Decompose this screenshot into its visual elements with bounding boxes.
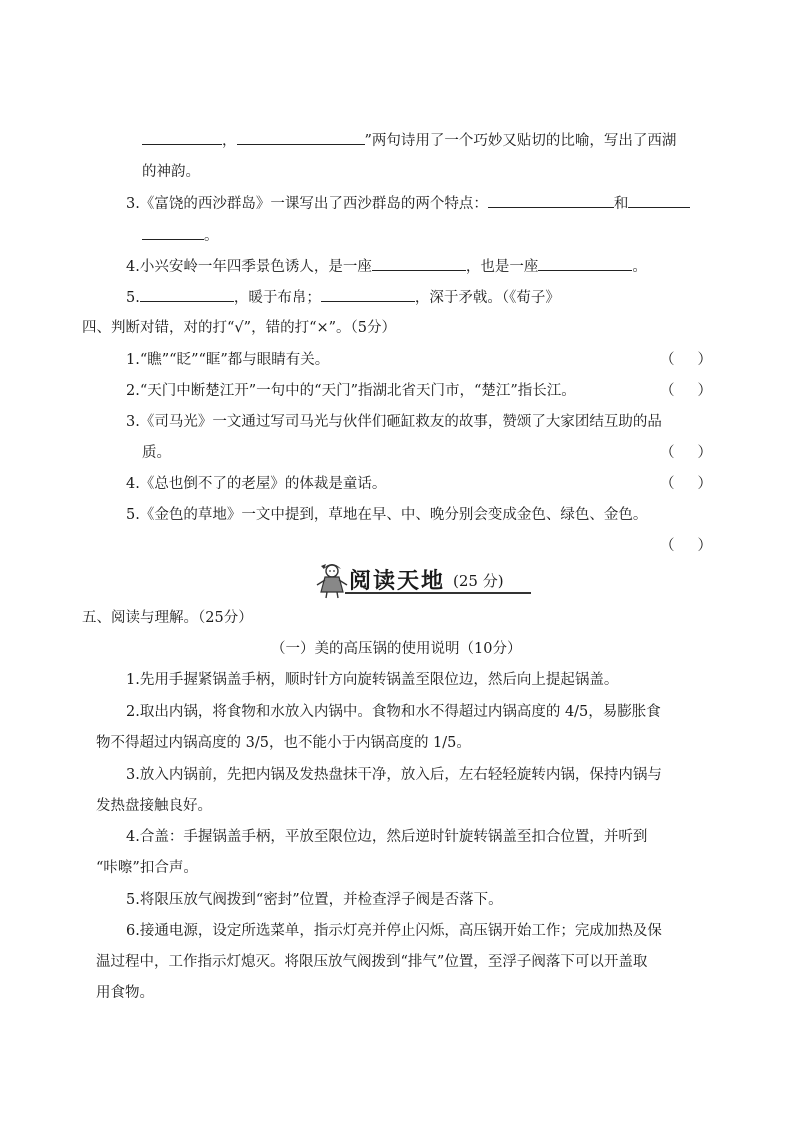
banner-title: 阅读天地	[349, 569, 446, 594]
q2-line1	[142, 130, 676, 151]
answer-blank[interactable]	[237, 130, 365, 145]
passage-p3b: 发热盘接触良好。	[96, 798, 212, 814]
q3-end: 。	[204, 228, 219, 244]
question-5	[126, 287, 560, 308]
banner-underline	[345, 592, 531, 594]
judge-item-5: 5.《金色的草地》一文中提到，草地在早、中、晚分别会变成金色、绿色、金色。	[126, 507, 648, 523]
answer-blank[interactable]	[488, 193, 614, 208]
judge-item-4: 4.《总也倒不了的老屋》的体裁是童话。	[126, 476, 387, 492]
answer-paren[interactable]: （ ）	[660, 352, 713, 368]
answer-blank[interactable]	[628, 193, 690, 208]
passage-p4a: 4.合盖：手握锅盖手柄，平放至限位边，然后逆时针旋转锅盖至扣合位置，并听到	[126, 829, 648, 845]
q4-text: 4.小兴安岭一年四季景色诱人，是一座	[126, 259, 372, 275]
answer-blank[interactable]	[140, 287, 234, 302]
q2-line2: 的神韵。	[142, 164, 200, 180]
answer-blank[interactable]	[321, 287, 415, 302]
q5-num: 5.	[126, 290, 140, 306]
answer-paren[interactable]: （ ）	[660, 383, 713, 399]
q4-end: 。	[632, 259, 647, 275]
answer-blank[interactable]	[372, 256, 466, 271]
q5-mid: ，暖于布帛；	[233, 290, 321, 306]
passage-p6c: 用食物。	[96, 985, 154, 1001]
judge-item-3-cont: 质。	[142, 445, 171, 461]
judge-item-3: 3.《司马光》一文通过写司马光与伙伴们砸缸救友的故事，赞颂了大家团结互助的品	[126, 414, 662, 430]
passage-p3a: 3.放入内锅前，先把内锅及发热盘抹干净，放入后，左右轻轻旋转内锅，保持内锅与	[126, 767, 662, 783]
judge-item-1: 1.“瞧”“眨”“眶”都与眼睛有关。	[126, 352, 330, 368]
passage-p4b: “咔嚓”扣合声。	[96, 860, 198, 876]
section-5-title: 五、阅读与理解。（25分）	[82, 610, 253, 626]
banner-score: (25 分)	[453, 572, 504, 590]
q3-line2	[142, 225, 219, 246]
answer-blank[interactable]	[142, 130, 222, 145]
answer-blank[interactable]	[538, 256, 632, 271]
passage-p2a: 2.取出内锅，将食物和水放入内锅中。食物和水不得超过内锅高度的 4/5，易膨胀食	[126, 704, 661, 720]
answer-blank[interactable]	[142, 225, 204, 240]
passage-title: （一）美的高压锅的使用说明（10分）	[271, 641, 522, 657]
q4-mid: ，也是一座	[465, 259, 539, 275]
question-4	[126, 256, 647, 277]
judge-item-2: 2.“天门中断楚江开”一句中的“天门”指湖北省天门市，“楚江”指长江。	[126, 383, 576, 399]
passage-p1: 1.先用手握紧锅盖手柄，顺时针方向旋转锅盖至限位边，然后向上提起锅盖。	[126, 672, 619, 688]
q5-end: ，深于矛戟。（《荀子》	[414, 290, 560, 306]
answer-paren[interactable]: （ ）	[660, 445, 713, 461]
section-4-title: 四、判断对错，对的打“√”，错的打“×”。（5分）	[82, 320, 397, 336]
answer-paren[interactable]: （ ）	[660, 538, 713, 554]
q3-text: 3.《富饶的西沙群岛》一课写出了西沙群岛的两个特点：	[126, 196, 488, 212]
passage-p5: 5.将限压放气阀拨到“密封”位置，并检查浮子阀是否落下。	[126, 892, 503, 908]
passage-p6a: 6.接通电源，设定所选菜单，指示灯亮并停止闪烁，高压锅开始工作；完成加热及保	[126, 923, 662, 939]
answer-paren[interactable]: （ ）	[660, 476, 713, 492]
passage-p2b: 物不得超过内锅高度的 3/5，也不能小于内锅高度的 1/5。	[96, 735, 471, 751]
passage-p6b: 温过程中，工作指示灯熄灭。将限压放气阀拨到“排气”位置，至浮子阀落下可以开盖取	[96, 954, 648, 970]
reading-section-banner	[315, 560, 535, 600]
question-3	[126, 193, 690, 214]
q2-text: ”两句诗用了一个巧妙又贴切的比喻，写出了西湖	[364, 133, 677, 149]
q3-and: 和	[613, 196, 629, 212]
girl-figure-icon	[315, 560, 349, 600]
q2-comma: ，	[222, 133, 237, 149]
